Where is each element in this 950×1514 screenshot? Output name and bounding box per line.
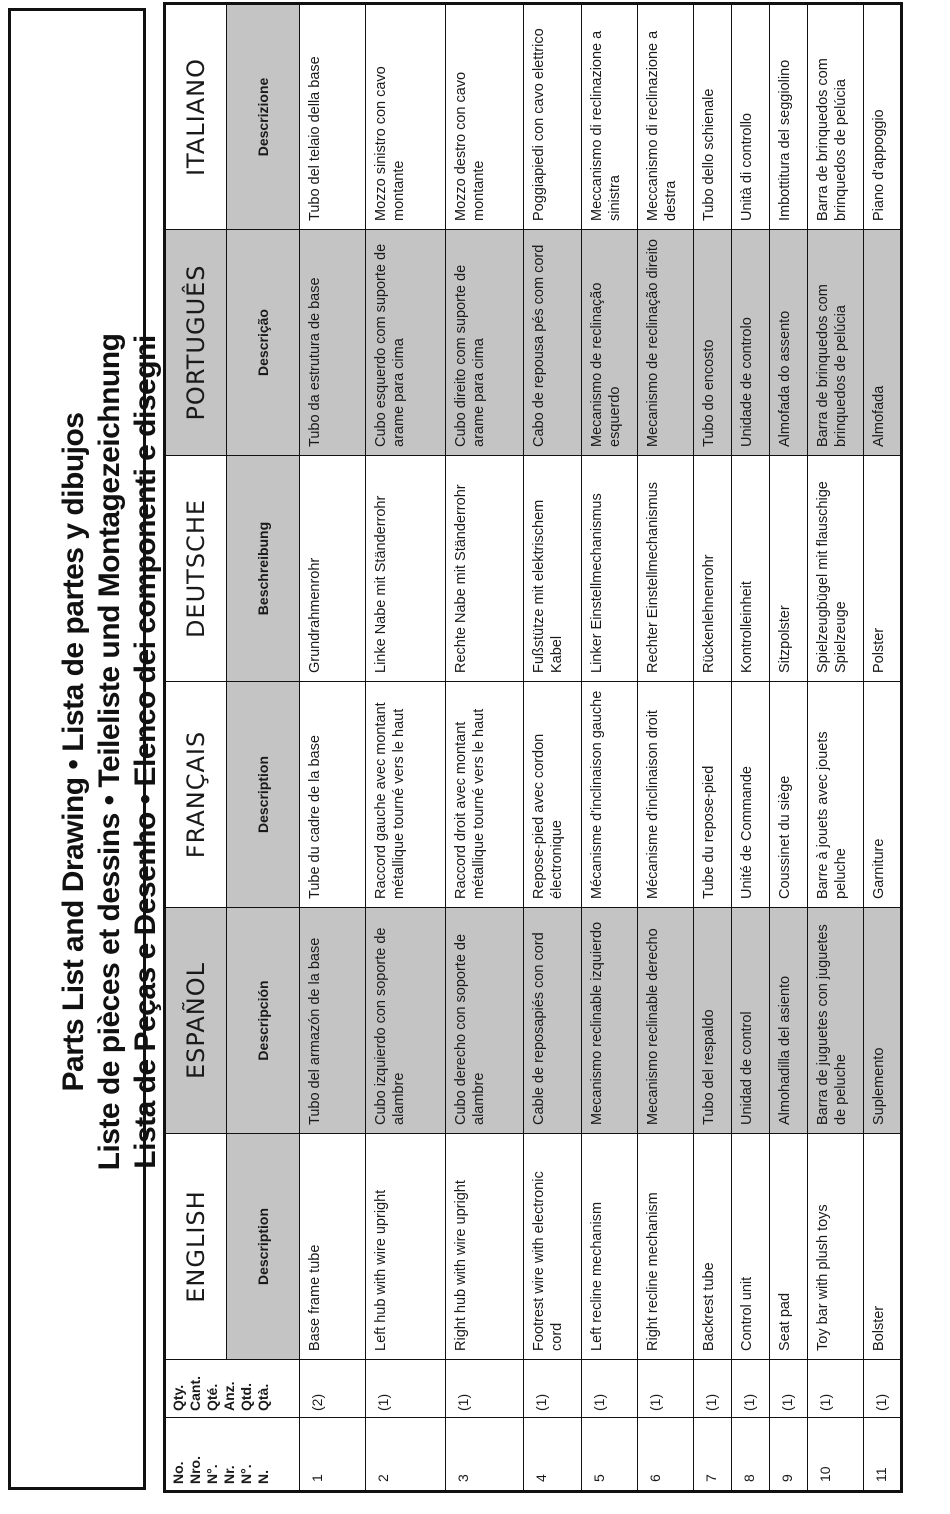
part-quantity: (1) bbox=[582, 1360, 638, 1418]
description-german: Spielzeugbügel mit flauschige Spielzeuge bbox=[808, 456, 864, 682]
part-number: 7 bbox=[694, 1418, 732, 1492]
description-spanish: Cubo derecho con soporte de alambre bbox=[446, 908, 524, 1134]
description-spanish: Almohadilla del asiento bbox=[770, 908, 808, 1134]
description-spanish: Tubo del respaldo bbox=[694, 908, 732, 1134]
table-row bbox=[446, 4, 524, 1492]
description-spanish: Tubo del armazón de la base bbox=[300, 908, 366, 1134]
description-header-row bbox=[227, 4, 300, 1492]
description-english: Control unit bbox=[732, 1134, 770, 1360]
part-quantity: (2) bbox=[300, 1360, 366, 1418]
part-quantity: (1) bbox=[732, 1360, 770, 1418]
description-spanish: Unidad de control bbox=[732, 908, 770, 1134]
description-italian: Imbottitura del seggiolino bbox=[770, 4, 808, 230]
number-header-line: N°. bbox=[204, 1464, 220, 1484]
description-french: Repose-pied avec cordon électronique bbox=[524, 682, 582, 908]
description-italian: Poggiapiedi con cavo elettrico bbox=[524, 4, 582, 230]
description-german: Linker Einstellmechanismus bbox=[582, 456, 638, 682]
description-spanish: Cable de reposapiés con cord bbox=[524, 908, 582, 1134]
description-english: Left recline mechanism bbox=[582, 1134, 638, 1360]
number-header-line: N°. bbox=[238, 1464, 254, 1484]
description-english: Seat pad bbox=[770, 1134, 808, 1360]
description-header-italian: Descrizione bbox=[227, 4, 300, 230]
language-header-portuguese: PORTUGUÊS bbox=[165, 230, 227, 456]
description-italian: Mozzo destro con cavo montante bbox=[446, 4, 524, 230]
language-header-italian: ITALIANO bbox=[165, 4, 227, 230]
table-row bbox=[582, 4, 638, 1492]
number-header-line: No. bbox=[170, 1461, 186, 1484]
description-french: Tube du cadre de la base bbox=[300, 682, 366, 908]
language-header-french: FRANÇAIS bbox=[165, 682, 227, 908]
description-french: Tube du repose-pied bbox=[694, 682, 732, 908]
description-german: Linke Nabe mit Ständerrohr bbox=[366, 456, 446, 682]
description-german: Rechter Einstellmechanismus bbox=[638, 456, 694, 682]
description-french: Coussinet du siège bbox=[770, 682, 808, 908]
title-line-1: Parts List and Drawing • Lista de partes y dibujos bbox=[57, 412, 90, 1092]
description-header-english: Description bbox=[227, 1134, 300, 1360]
quantity-header-line: Qtd. bbox=[238, 1383, 254, 1411]
part-quantity: (1) bbox=[638, 1360, 694, 1418]
description-french: Garniture bbox=[864, 682, 902, 908]
table-row bbox=[808, 4, 864, 1492]
description-french: Raccord gauche avec montant métallique tourné vers le haut bbox=[366, 682, 446, 908]
description-german: Kontrolleinheit bbox=[732, 456, 770, 682]
quantity-header-line: Qtà. bbox=[255, 1383, 271, 1411]
description-portuguese: Almofada bbox=[864, 230, 902, 456]
table-row bbox=[864, 4, 902, 1492]
description-portuguese: Mecanismo de reclinação direito bbox=[638, 230, 694, 456]
part-quantity: (1) bbox=[446, 1360, 524, 1418]
parts-table-wrapper bbox=[163, 7, 889, 1493]
description-german: Sitzpolster bbox=[770, 456, 808, 682]
title-frame bbox=[8, 8, 162, 1490]
title-block bbox=[41, 11, 179, 1493]
part-number: 1 bbox=[300, 1418, 366, 1492]
description-portuguese: Cubo esquerdo com suporte de arame para cima bbox=[366, 230, 446, 456]
description-portuguese: Cubo direito com suporte de arame para cima bbox=[446, 230, 524, 456]
language-header-german: DEUTSCHE bbox=[165, 456, 227, 682]
part-number: 8 bbox=[732, 1418, 770, 1492]
description-italian: Meccanismo di reclinazione a sinistra bbox=[582, 4, 638, 230]
description-german: Rechte Nabe mit Ständerrohr bbox=[446, 456, 524, 682]
description-portuguese: Tubo do encosto bbox=[694, 230, 732, 456]
quantity-header bbox=[165, 1360, 300, 1418]
description-header-spanish: Descripción bbox=[227, 908, 300, 1134]
description-french: Mécanisme d'inclinaison gauche bbox=[582, 682, 638, 908]
description-spanish: Mecanismo reclinable derecho bbox=[638, 908, 694, 1134]
part-number: 6 bbox=[638, 1418, 694, 1492]
description-header-german: Beschreibung bbox=[227, 456, 300, 682]
description-spanish: Barra de juguetes con juguetes de peluche bbox=[808, 908, 864, 1134]
description-english: Toy bar with plush toys bbox=[808, 1134, 864, 1360]
description-french: Barre à jouets avec jouets peluche bbox=[808, 682, 864, 908]
title-line-2: Liste de pièces et dessins • Teileliste und Montagezeichnung bbox=[93, 333, 126, 1171]
description-french: Mécanisme d'inclinaison droit bbox=[638, 682, 694, 908]
language-header-row bbox=[165, 4, 227, 1492]
language-header-spanish: ESPAÑOL bbox=[165, 908, 227, 1134]
description-german: Rückenlehnenrohr bbox=[694, 456, 732, 682]
description-italian: Tubo dello schienale bbox=[694, 4, 732, 230]
description-italian: Meccanismo di reclinazione a destra bbox=[638, 4, 694, 230]
table-row bbox=[638, 4, 694, 1492]
description-english: Backrest tube bbox=[694, 1134, 732, 1360]
number-header-line: Nr. bbox=[221, 1465, 237, 1484]
part-number: 11 bbox=[864, 1418, 902, 1492]
table-row bbox=[694, 4, 732, 1492]
description-italian: Mozzo sinistro con cavo montante bbox=[366, 4, 446, 230]
description-german: Polster bbox=[864, 456, 902, 682]
part-number: 9 bbox=[770, 1418, 808, 1492]
part-quantity: (1) bbox=[524, 1360, 582, 1418]
quantity-header-line: Anz. bbox=[221, 1381, 237, 1411]
part-number: 5 bbox=[582, 1418, 638, 1492]
description-portuguese: Tubo da estrutura de base bbox=[300, 230, 366, 456]
description-english: Left hub with wire upright bbox=[366, 1134, 446, 1360]
language-header-english: ENGLISH bbox=[165, 1134, 227, 1360]
table-row bbox=[366, 4, 446, 1492]
parts-table bbox=[163, 2, 903, 1493]
description-italian: Unità di controllo bbox=[732, 4, 770, 230]
part-number: 10 bbox=[808, 1418, 864, 1492]
description-portuguese: Almofada do assento bbox=[770, 230, 808, 456]
part-quantity: (1) bbox=[808, 1360, 864, 1418]
description-french: Unité de Commande bbox=[732, 682, 770, 908]
description-spanish: Mecanismo reclinable izquierdo bbox=[582, 908, 638, 1134]
description-portuguese: Cabo de repousa pés com cord bbox=[524, 230, 582, 456]
table-row bbox=[732, 4, 770, 1492]
part-number: 3 bbox=[446, 1418, 524, 1492]
part-quantity: (1) bbox=[770, 1360, 808, 1418]
description-english: Bolster bbox=[864, 1134, 902, 1360]
description-english: Base frame tube bbox=[300, 1134, 366, 1360]
description-italian: Piano d'appoggio bbox=[864, 4, 902, 230]
description-italian: Tubo del telaio della base bbox=[300, 4, 366, 230]
quantity-header-line: Cant. bbox=[187, 1376, 203, 1411]
description-header-portuguese: Descrição bbox=[227, 230, 300, 456]
description-italian: Barra de brinquedos com brinquedos de pelúcia bbox=[808, 4, 864, 230]
number-header-line: N. bbox=[255, 1470, 271, 1484]
description-portuguese: Mecanismo de reclinação esquerdo bbox=[582, 230, 638, 456]
description-german: Grundrahmenrohr bbox=[300, 456, 366, 682]
part-number: 4 bbox=[524, 1418, 582, 1492]
part-number: 2 bbox=[366, 1418, 446, 1492]
number-header bbox=[165, 1418, 300, 1492]
title-line-3: Lista de Peças e Desenho • Elenco dei componenti e disegni bbox=[129, 335, 162, 1169]
description-french: Raccord droit avec montant métallique tourné vers le haut bbox=[446, 682, 524, 908]
description-portuguese: Unidade de controlo bbox=[732, 230, 770, 456]
table-row bbox=[524, 4, 582, 1492]
description-header-french: Description bbox=[227, 682, 300, 908]
number-header-line: Nro. bbox=[187, 1456, 203, 1484]
description-spanish: Cubo izquierdo con soporte de alambre bbox=[366, 908, 446, 1134]
description-spanish: Suplemento bbox=[864, 908, 902, 1134]
part-quantity: (1) bbox=[864, 1360, 902, 1418]
part-quantity: (1) bbox=[694, 1360, 732, 1418]
table-row bbox=[770, 4, 808, 1492]
description-english: Footrest wire with electronic cord bbox=[524, 1134, 582, 1360]
part-quantity: (1) bbox=[366, 1360, 446, 1418]
description-portuguese: Barra de brinquedos com brinquedos de pelúcia bbox=[808, 230, 864, 456]
description-german: Fußstütze mit elektrischem Kabel bbox=[524, 456, 582, 682]
table-row bbox=[300, 4, 366, 1492]
description-english: Right recline mechanism bbox=[638, 1134, 694, 1360]
description-english: Right hub with wire upright bbox=[446, 1134, 524, 1360]
quantity-header-line: Qté. bbox=[204, 1383, 220, 1411]
quantity-header-line: Qty. bbox=[170, 1384, 186, 1411]
